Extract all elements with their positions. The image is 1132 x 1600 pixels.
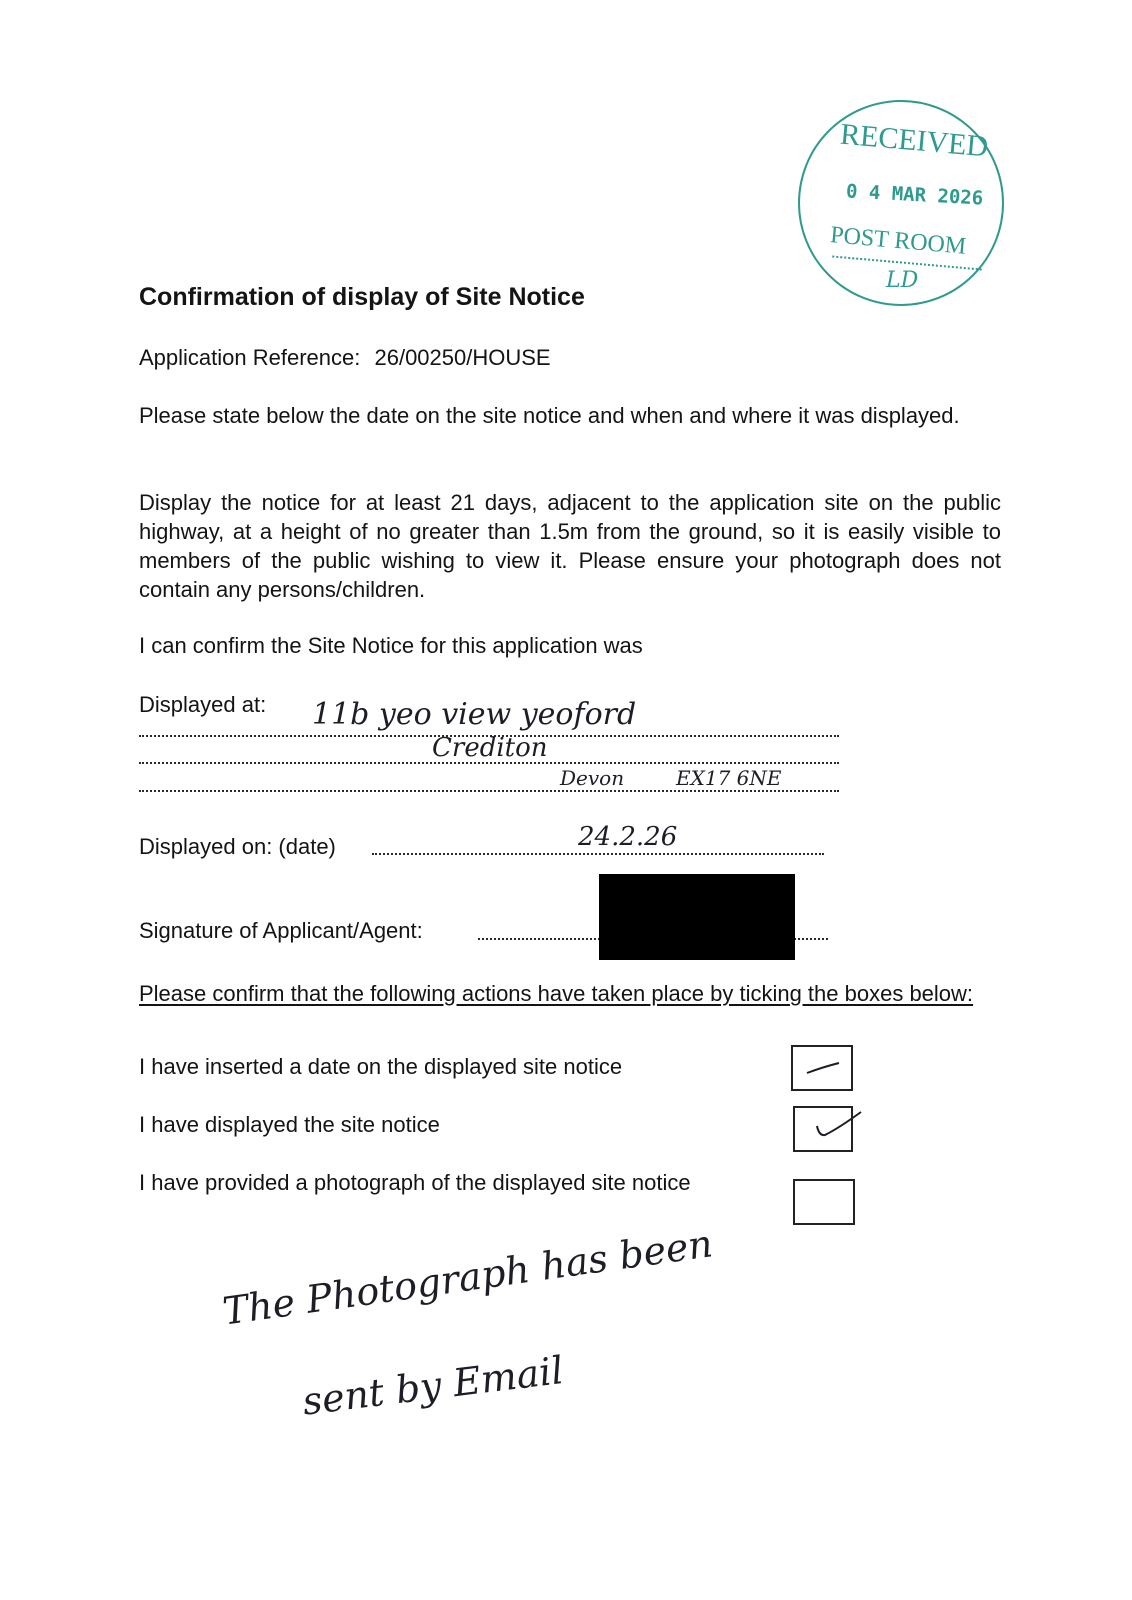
displayed-at-label: Displayed at:	[139, 692, 267, 717]
checkmark-icon	[793, 1047, 851, 1089]
instruction-paragraph-2: Display the notice for at least 21 days, adjacent to the application site on the public highway, at a height of no greater than 1.5m from the ground, so it is easily visible to members of the public wishing to view it. Please ensure your photograph does not contain any persons/children.	[139, 490, 1001, 602]
application-reference-label: Application Reference:	[139, 345, 361, 370]
checklist-item-date-label: I have inserted a date on the displayed site notice	[139, 1054, 623, 1079]
stamp-initials: LD	[886, 268, 919, 293]
displayed-on-dots	[372, 853, 824, 855]
confirm-line: I can confirm the Site Notice for this application was	[139, 633, 643, 658]
handwritten-displayed-date: 24.2.26	[578, 822, 678, 852]
handwritten-address-line-3b: EX17 6NE	[676, 766, 782, 790]
checklist-item-displayed-label: I have displayed the site notice	[139, 1112, 440, 1137]
signature-redaction	[599, 874, 795, 960]
page-title: Confirmation of display of Site Notice	[139, 283, 585, 311]
handwritten-address-line-3a: Devon	[560, 766, 625, 790]
handwritten-note-line-2: sent by Email	[300, 1348, 566, 1424]
address-line-3-dots	[139, 790, 839, 792]
displayed-on-label: Displayed on: (date)	[139, 834, 336, 859]
application-reference	[139, 343, 551, 373]
signature-label: Signature of Applicant/Agent:	[139, 918, 423, 943]
handwritten-address-line-2: Crediton	[432, 733, 548, 763]
received-stamp	[798, 100, 1004, 306]
stamp-received-text: RECEIVED	[838, 117, 990, 164]
checkmark-icon	[795, 1108, 875, 1150]
checklist-item-displayed-checkbox[interactable]	[793, 1106, 853, 1152]
stamp-date: 0 4 MAR 2026	[845, 180, 984, 210]
stamp-post-room: POST ROOM	[829, 222, 968, 260]
tick-instructions: Please confirm that the following actions have taken place by ticking the boxes below:	[139, 981, 974, 1006]
application-reference-value: 26/00250/HOUSE	[374, 345, 551, 370]
checklist-item-date-checkbox[interactable]	[791, 1045, 853, 1091]
checklist-item-photo-label: I have provided a photograph of the displayed site notice	[139, 1170, 691, 1195]
handwritten-note-line-1: The Photograph has been	[220, 1221, 716, 1334]
checklist-item-photo-checkbox[interactable]	[793, 1179, 855, 1225]
instruction-paragraph-1: Please state below the date on the site notice and when and where it was displayed.	[139, 403, 960, 428]
handwritten-address-line-1: 11b yeo view yeoford	[312, 697, 637, 732]
